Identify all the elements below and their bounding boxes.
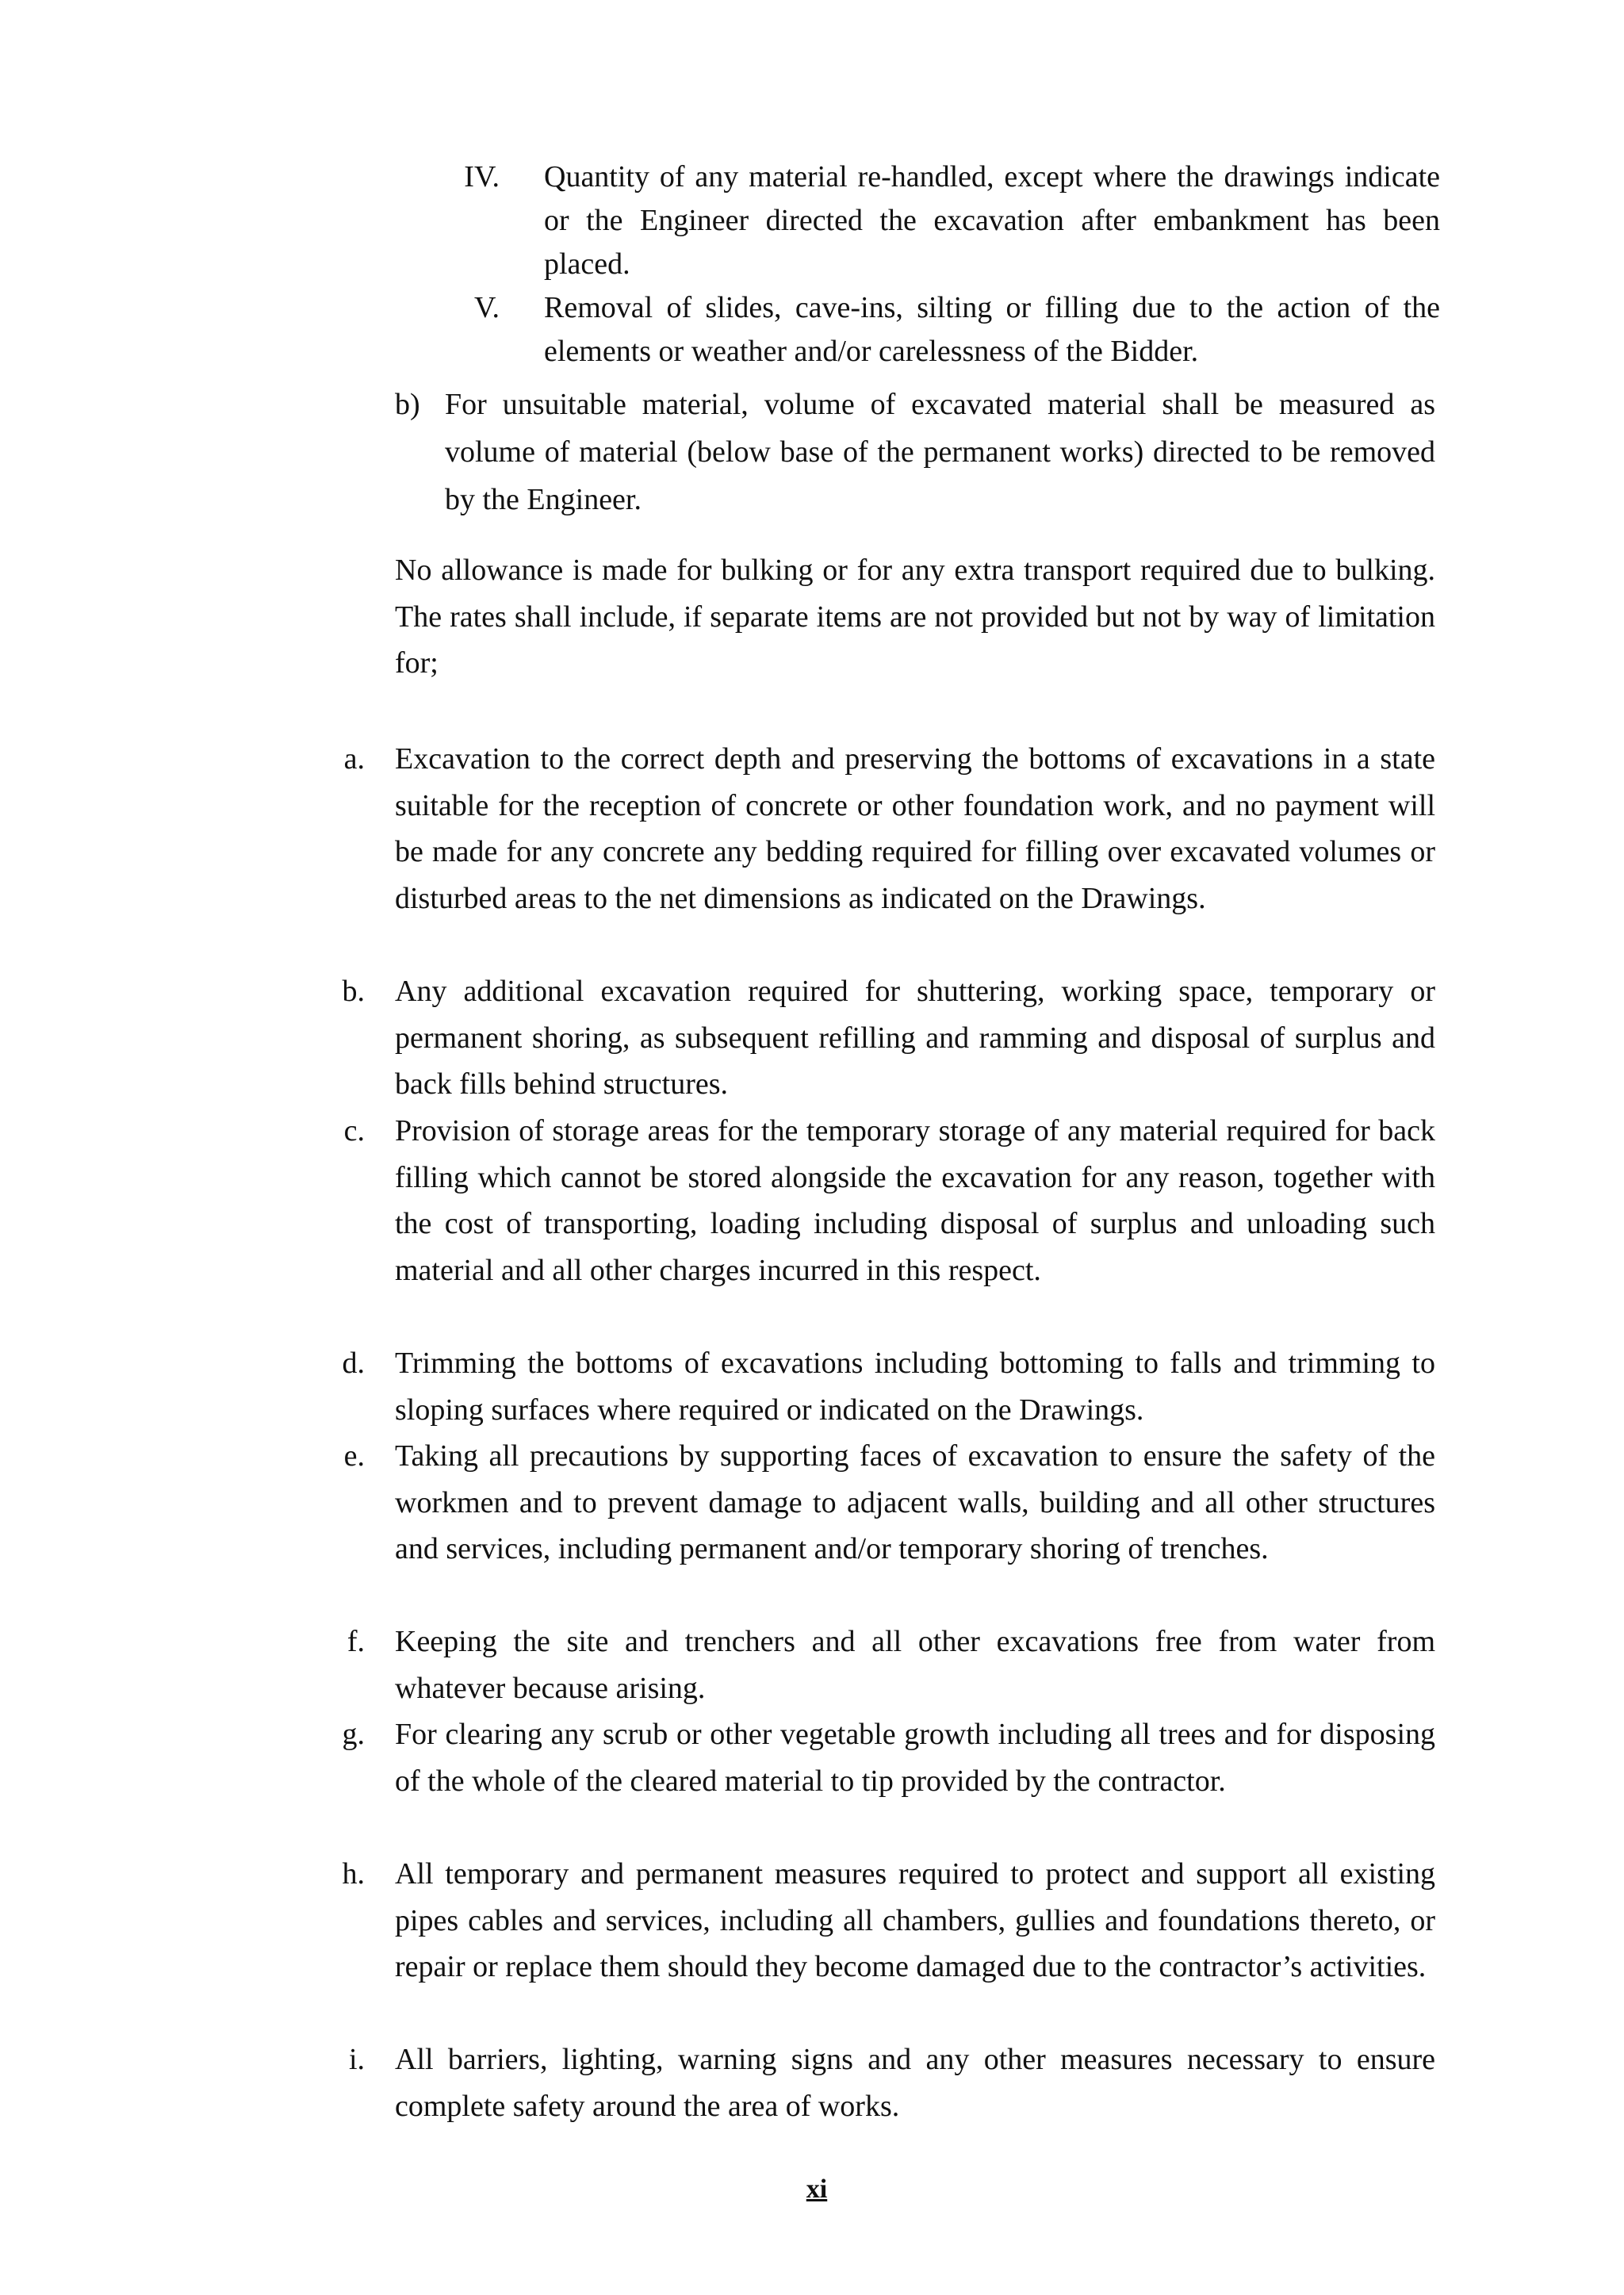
allowance-paragraph: No allowance is made for bulking or for any extra transport required due to bulking. The rates shall include, if separate items are not provided but not by way of limitation for; [395,554,1435,680]
list-marker: e. [343,1439,365,1473]
roman-marker: V. [473,291,500,324]
list-item-text: All temporary and permanent measures required to protect and support all existing pipes cables and services, including all chambers, gullies and foundations thereto, or repair or replace them should they become damaged due to the contractor’s activities. [395,1857,1435,1984]
roman-marker: IV. [464,160,500,193]
list-marker: i. [348,2043,365,2076]
page-number: xi [806,2174,828,2204]
list-item-text: Provision of storage areas for the temporary storage of any material required for back filling which cannot be stored alongside the excavation for any reason, together with the cost of transporting, loading including disposal of surplus and unloading such material and all other charges incurred in this respect. [395,1114,1435,1287]
list-item-text: Keeping the site and trenchers and all other excavations free from water from whatever because arising. [395,1625,1435,1705]
list-marker: a. [343,742,365,776]
list-item-text: All barriers, lighting, warning signs and any other measures necessary to ensure complete safety around the area of works. [395,2043,1435,2123]
list-item-text: Any additional excavation required for shuttering, working space, temporary or permanent shoring, as subsequent refilling and ramming and disposal of surplus and back fills behind structures. [395,975,1435,1102]
sub-clause-marker: b) [395,388,420,421]
roman-item-text: Removal of slides, cave-ins, silting or filling due to the action of the elements or weather and/or carelessness of the Bidder. [544,291,1440,368]
list-item-text: For clearing any scrub or other vegetable growth including all trees and for disposing of the whole of the cleared material to tip provided by the contractor. [395,1718,1435,1798]
list-marker: d. [342,1347,365,1380]
list-item-text: Taking all precautions by supporting faces of excavation to ensure the safety of the workmen and to prevent damage to adjacent walls, building and all other structures and services, including permanent and/or temporary shoring of trenches. [395,1439,1435,1566]
list-marker: g. [342,1718,365,1751]
list-marker: c. [343,1114,365,1148]
list-item-text: Excavation to the correct depth and preserving the bottoms of excavations in a state suitable for the reception of concrete or other foundation work, and no payment will be made for any concrete any bedding required for filling over excavated volumes or disturbed areas to the net dimensions as indicated on the Drawings. [395,742,1435,915]
sub-clause-text: For unsuitable material, volume of excavated material shall be measured as volume of material (below base of the permanent works) directed to be removed by the Engineer. [445,388,1435,516]
list-marker: h. [342,1857,365,1891]
list-marker: f. [347,1625,365,1658]
list-item-text: Trimming the bottoms of excavations including bottoming to falls and trimming to sloping surfaces where required or indicated on the Drawings. [395,1347,1435,1427]
list-marker: b. [342,975,365,1008]
roman-item-text: Quantity of any material re-handled, except where the drawings indicate or the Engineer directed the excavation after embankment has been placed. [544,160,1440,281]
